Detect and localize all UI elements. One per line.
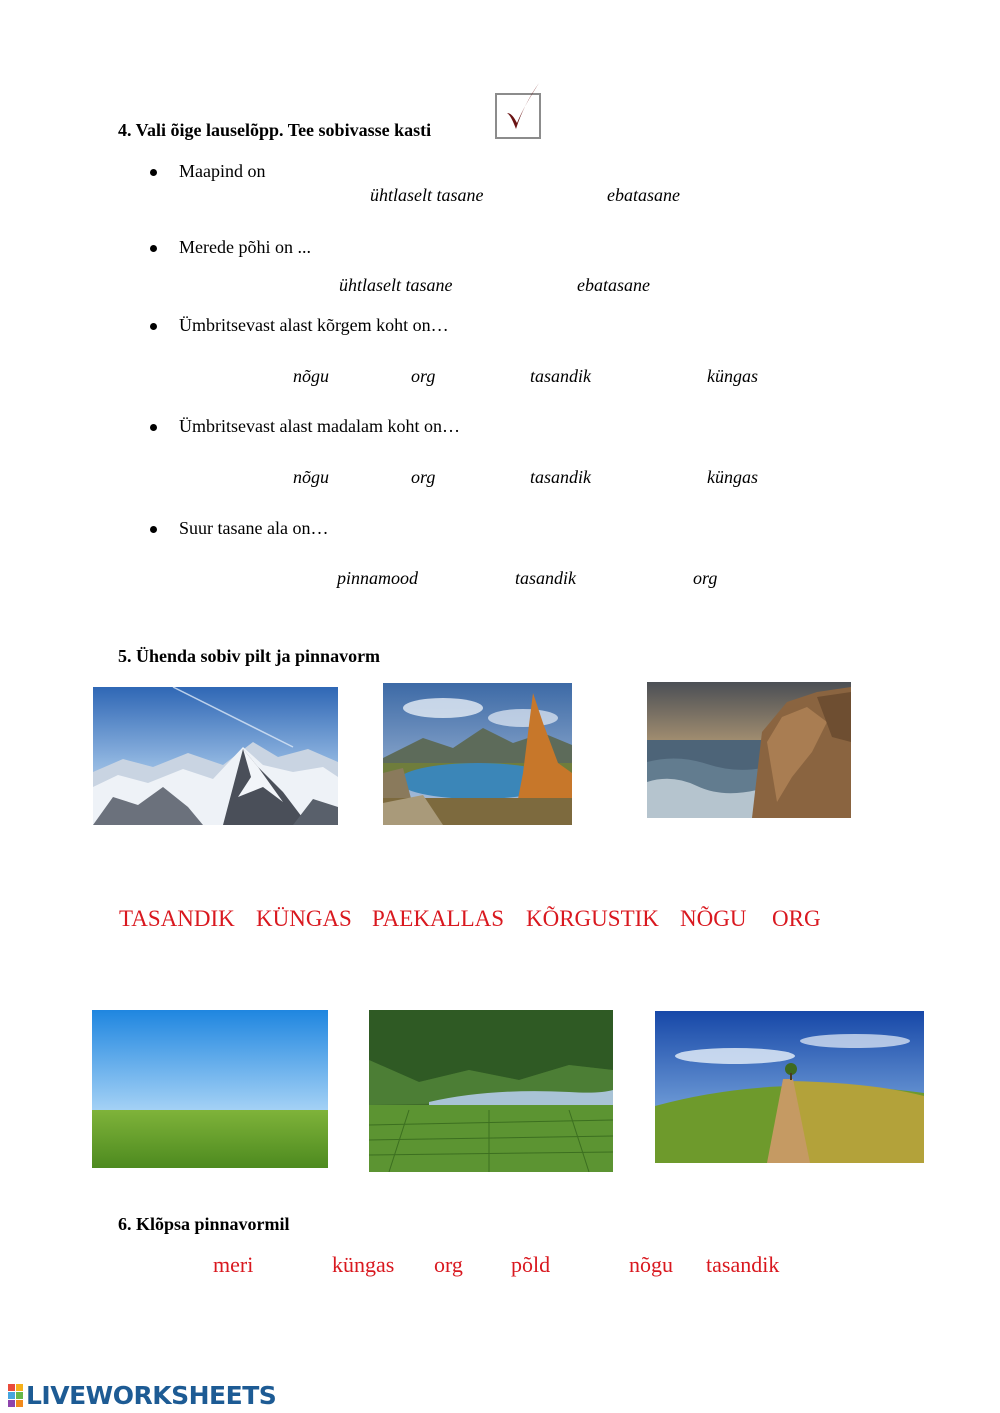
q3-option-nogu[interactable]: nõgu	[293, 366, 329, 386]
logo-text: LIVEWORKSHEETS	[26, 1380, 277, 1410]
q1-option-uhtlaselt-tasane[interactable]: ühtlaselt tasane	[370, 185, 484, 205]
q3-option-org[interactable]: org	[411, 366, 436, 386]
word-org-6[interactable]: org	[434, 1252, 463, 1277]
q2-option-ebatasane[interactable]: ebatasane	[577, 275, 650, 295]
q5-option-tasandik[interactable]: tasandik	[515, 568, 576, 588]
word-nogu-6[interactable]: nõgu	[629, 1252, 673, 1277]
q3-option-kungas[interactable]: küngas	[707, 366, 758, 386]
word-kungas[interactable]: KÜNGAS	[256, 906, 352, 931]
word-org[interactable]: ORG	[772, 906, 821, 931]
word-tasandik[interactable]: TASANDIK	[119, 906, 235, 931]
logo-blocks-icon	[8, 1384, 23, 1407]
word-meri[interactable]: meri	[213, 1252, 254, 1277]
word-paekallas[interactable]: PAEKALLAS	[372, 906, 505, 931]
section-5-heading: 5. Ühenda sobiv pilt ja pinnavorm	[118, 646, 381, 666]
question-5-text: Suur tasane ala on…	[179, 518, 329, 538]
word-kungas-6[interactable]: küngas	[332, 1252, 395, 1277]
q4-option-nogu[interactable]: nõgu	[293, 467, 329, 487]
liveworksheets-logo	[8, 1381, 276, 1409]
section-4-heading: 4. Vali õige lauselõpp. Tee sobivasse kasti	[118, 120, 432, 140]
photo-mountain-lake[interactable]	[383, 683, 572, 825]
q4-option-org[interactable]: org	[411, 467, 436, 487]
question-2-text: Merede põhi on ...	[179, 237, 311, 257]
photo-hill-path[interactable]	[655, 1011, 924, 1163]
word-korgustik[interactable]: KÕRGUSTIK	[526, 906, 659, 931]
question-1-text: Maapind on	[179, 161, 266, 181]
q4-option-kungas[interactable]: küngas	[707, 467, 758, 487]
word-pold[interactable]: põld	[511, 1252, 551, 1277]
q3-option-tasandik[interactable]: tasandik	[530, 366, 591, 386]
q5-option-pinnamood[interactable]: pinnamood	[337, 568, 418, 588]
section-6-heading: 6. Klõpsa pinnavormil	[118, 1214, 290, 1234]
photo-snowy-mountains[interactable]	[93, 687, 338, 825]
checkbox-icon	[495, 93, 541, 139]
photo-sea-cliff[interactable]	[647, 682, 851, 818]
photo-river-valley[interactable]	[369, 1010, 613, 1172]
word-nogu[interactable]: NÕGU	[680, 906, 747, 931]
q1-option-ebatasane[interactable]: ebatasane	[607, 185, 680, 205]
question-3-text: Ümbritsevast alast kõrgem koht on…	[179, 315, 449, 335]
q2-option-uhtlaselt-tasane[interactable]: ühtlaselt tasane	[339, 275, 453, 295]
q5-option-org[interactable]: org	[693, 568, 718, 588]
word-tasandik-6[interactable]: tasandik	[706, 1252, 780, 1277]
photo-plain-field[interactable]	[92, 1010, 328, 1168]
question-4-text: Ümbritsevast alast madalam koht on…	[179, 416, 460, 436]
q4-option-tasandik[interactable]: tasandik	[530, 467, 591, 487]
